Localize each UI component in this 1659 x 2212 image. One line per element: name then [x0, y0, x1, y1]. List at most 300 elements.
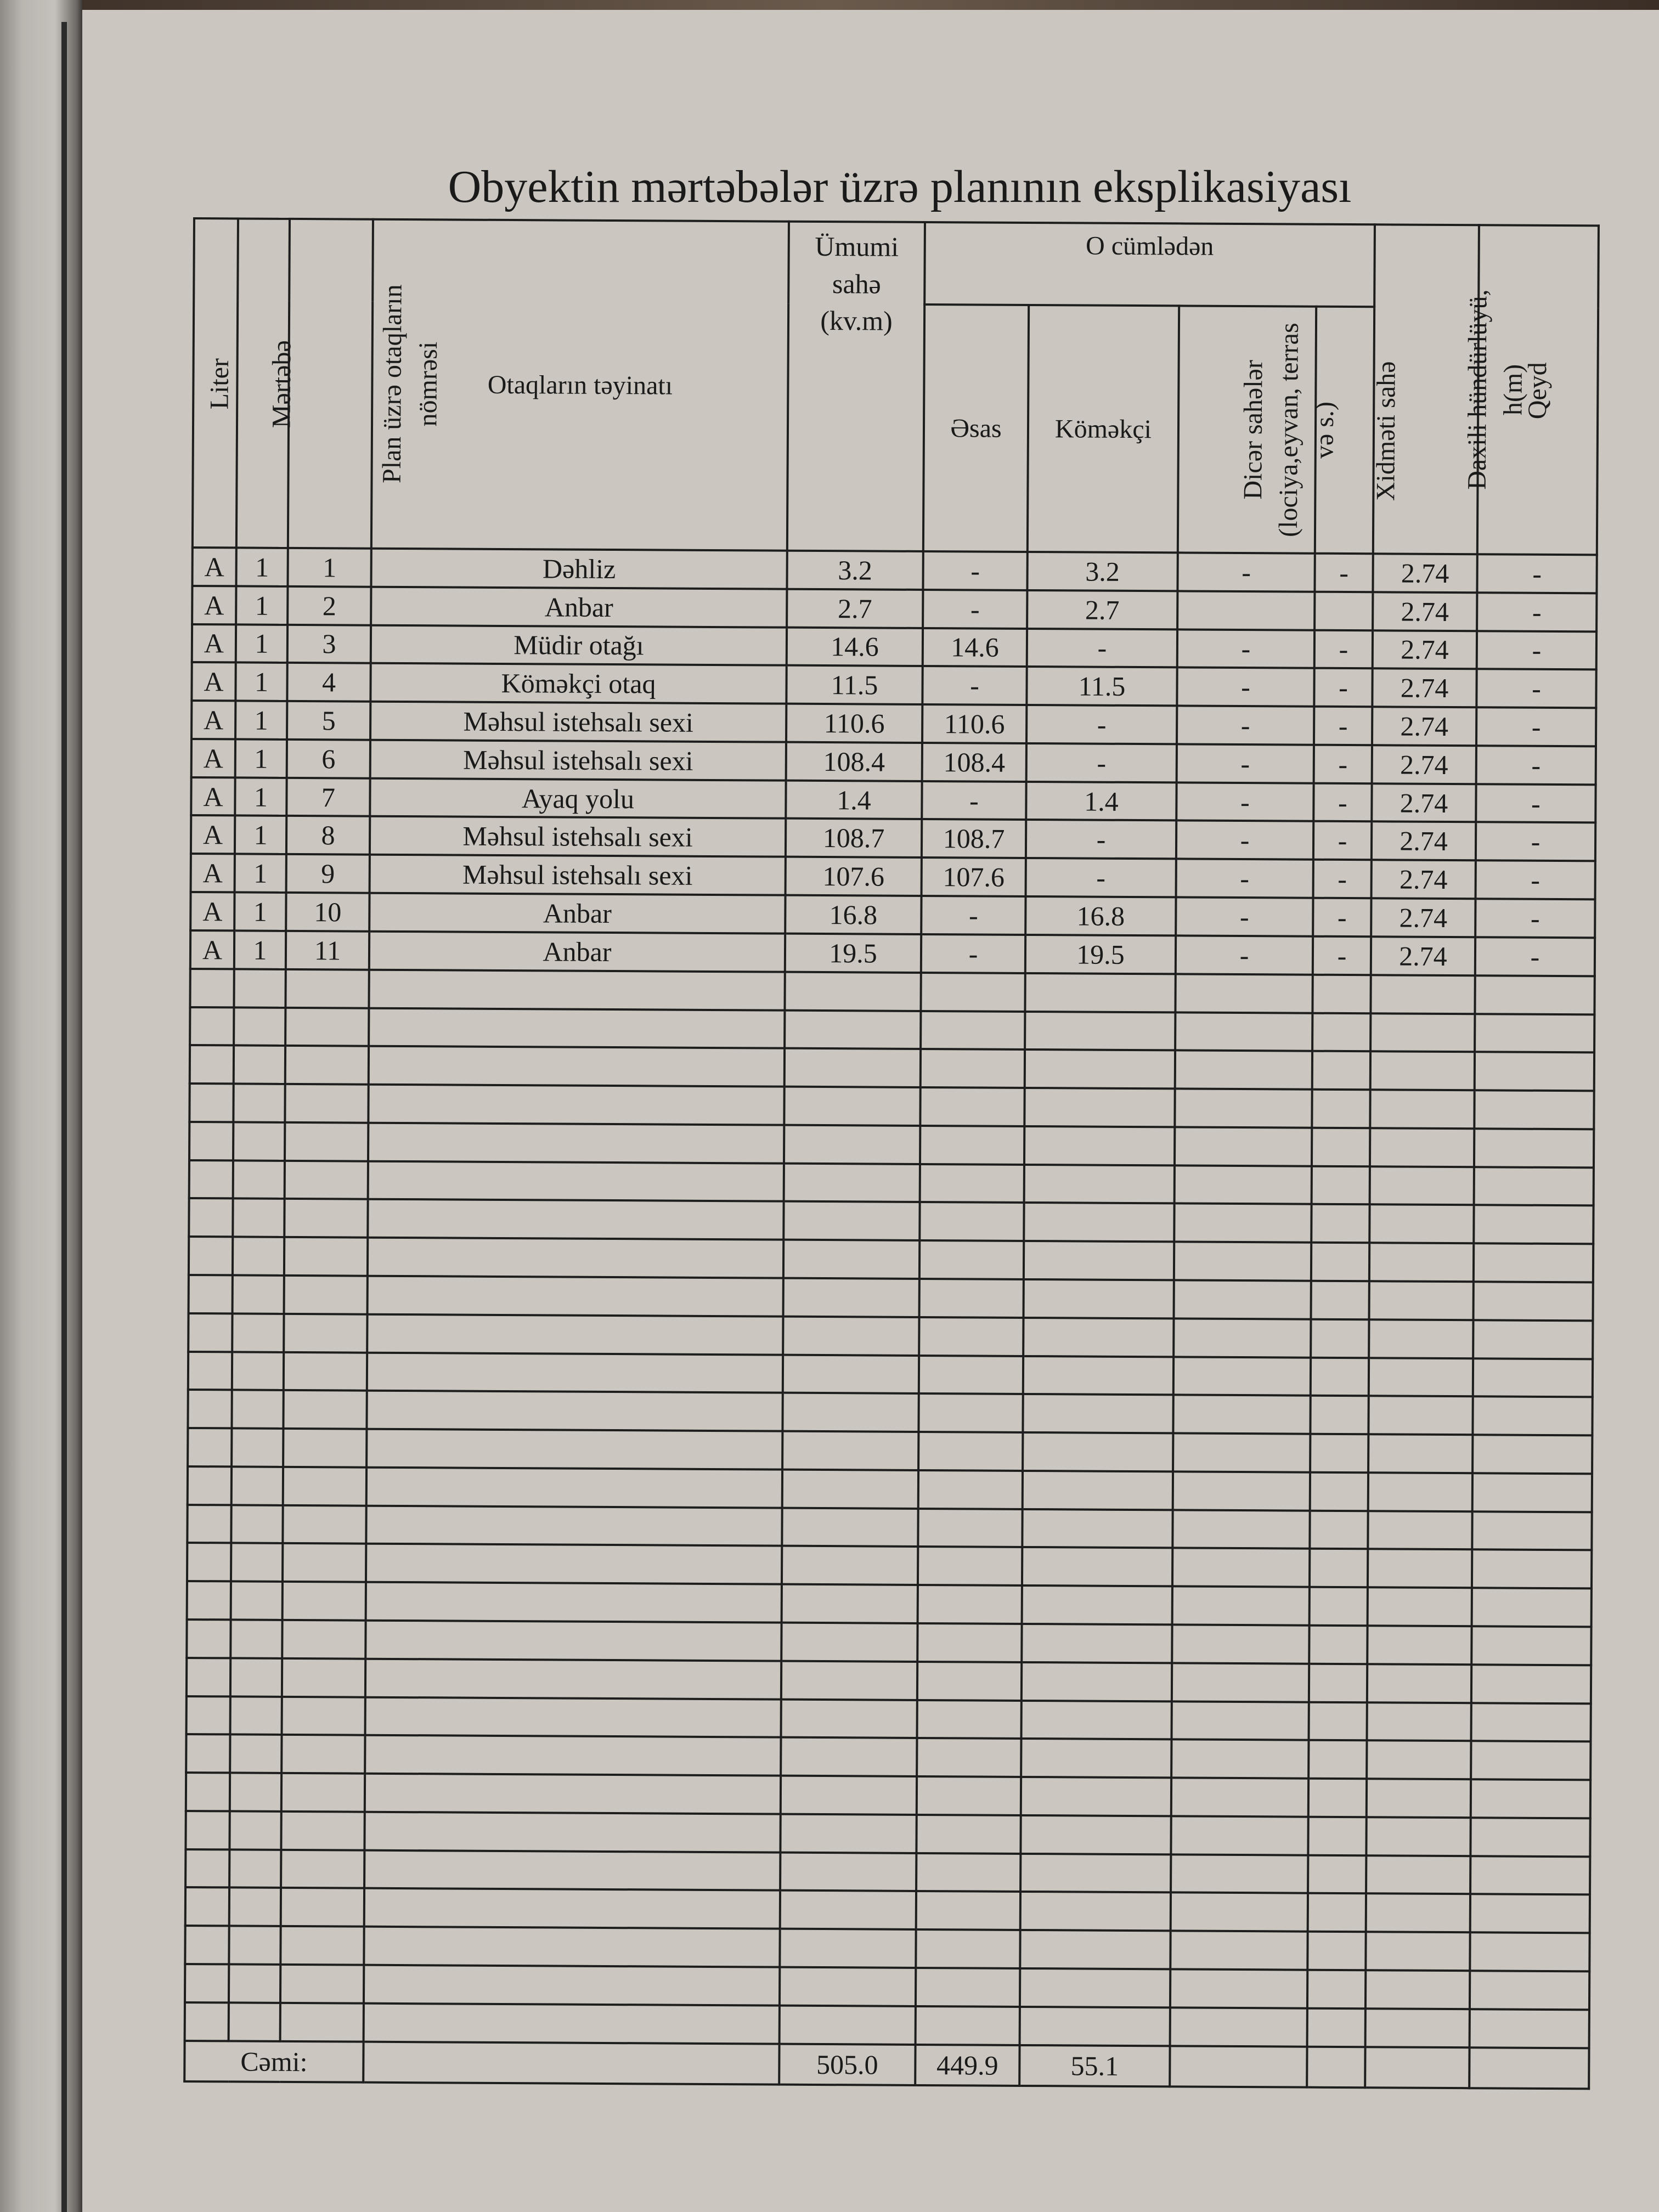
- empty-cell: [1365, 2008, 1470, 2047]
- cell-liter: A: [191, 854, 235, 892]
- col-header-main: Əsas: [923, 304, 1029, 552]
- cell-service: -: [1313, 898, 1371, 936]
- cell-note: -: [1476, 746, 1596, 785]
- cell-floor: 1: [234, 930, 286, 969]
- cell-other: -: [1176, 897, 1313, 936]
- cell-main: -: [921, 934, 1025, 973]
- empty-cell: [189, 1160, 233, 1199]
- empty-cell: [233, 1084, 285, 1122]
- empty-cell: [1472, 1588, 1592, 1627]
- empty-cell: [1024, 1165, 1175, 1204]
- cell-floor: 1: [236, 586, 287, 624]
- cell-room-number: 1: [287, 548, 371, 587]
- cell-total-area: 16.8: [785, 895, 921, 934]
- empty-cell: [1175, 974, 1312, 1013]
- empty-cell: [1367, 1779, 1471, 1818]
- empty-cell: [285, 969, 369, 1008]
- empty-cell: [785, 1010, 921, 1049]
- empty-cell: [232, 1352, 284, 1390]
- cell-other: -: [1176, 859, 1313, 898]
- cell-total-area: 108.4: [786, 742, 922, 781]
- empty-cell: [782, 1470, 918, 1509]
- empty-cell: [1471, 1779, 1590, 1818]
- totals-label: Cəmi:: [184, 2041, 363, 2083]
- empty-cell: [1171, 1816, 1308, 1855]
- col-header-including: O cümlədən: [924, 222, 1375, 307]
- empty-cell: [1024, 1126, 1175, 1165]
- empty-cell: [1471, 1741, 1590, 1780]
- empty-cell: [1473, 1320, 1593, 1359]
- empty-cell: [1024, 1279, 1174, 1318]
- cell-room-purpose: Ayaq yolu: [370, 778, 786, 819]
- empty-cell: [285, 1122, 368, 1161]
- empty-cell: [781, 1737, 917, 1776]
- empty-cell: [917, 1662, 1022, 1701]
- empty-cell: [285, 1161, 368, 1200]
- cell-room-purpose: Anbar: [371, 586, 787, 627]
- empty-cell: [1472, 1397, 1592, 1436]
- cell-service: -: [1314, 630, 1373, 668]
- empty-cell: [1172, 1663, 1309, 1702]
- empty-cell: [285, 1046, 369, 1085]
- totals-empty: [363, 2042, 779, 2085]
- empty-cell: [1173, 1357, 1311, 1396]
- cell-auxiliary: 11.5: [1026, 667, 1177, 706]
- empty-cell: [1470, 1856, 1590, 1895]
- empty-cell: [231, 1543, 283, 1582]
- empty-cell: [1022, 1624, 1172, 1663]
- empty-row: [190, 969, 1594, 1014]
- empty-cell: [919, 1279, 1024, 1318]
- empty-cell: [1307, 1970, 1365, 2008]
- empty-cell: [190, 969, 234, 1007]
- empty-cell: [281, 1888, 364, 1927]
- cell-other: [1177, 591, 1314, 630]
- empty-row: [190, 1045, 1594, 1091]
- empty-cell: [916, 1968, 1020, 2007]
- margin-line: [61, 22, 67, 2212]
- empty-cell: [229, 1811, 281, 1849]
- empty-cell: [366, 1505, 782, 1546]
- empty-cell: [1023, 1471, 1173, 1510]
- empty-cell: [364, 1927, 780, 1967]
- empty-cell: [366, 1391, 782, 1431]
- empty-cell: [1173, 1471, 1310, 1510]
- cell-note: -: [1476, 784, 1595, 823]
- empty-cell: [364, 1812, 780, 1853]
- table-row: [190, 892, 1595, 938]
- empty-cell: [233, 1160, 285, 1199]
- empty-cell: [1475, 975, 1594, 1014]
- empty-cell: [1309, 1626, 1367, 1664]
- empty-cell: [919, 1317, 1023, 1356]
- empty-cell: [185, 1926, 229, 1964]
- empty-cell: [368, 1123, 784, 1164]
- table-row: [191, 701, 1596, 746]
- empty-cell: [781, 1623, 917, 1662]
- cell-auxiliary: -: [1026, 820, 1176, 859]
- empty-cell: [1311, 1204, 1369, 1243]
- cell-auxiliary: -: [1026, 743, 1177, 782]
- empty-cell: [1309, 1663, 1367, 1702]
- totals-note: [1469, 2047, 1589, 2089]
- empty-cell: [920, 1164, 1024, 1203]
- empty-cell: [782, 1584, 918, 1623]
- cell-floor: 1: [236, 548, 287, 586]
- col-header-auxiliary: Köməkçi: [1028, 305, 1179, 552]
- empty-cell: [1175, 1012, 1312, 1051]
- cell-auxiliary: -: [1027, 629, 1177, 668]
- empty-cell: [781, 1699, 917, 1738]
- empty-cell: [1312, 1090, 1370, 1128]
- empty-cell: [1173, 1318, 1311, 1357]
- empty-cell: [782, 1393, 918, 1432]
- cell-liter: A: [190, 930, 234, 969]
- empty-cell: [369, 969, 785, 1010]
- cell-other: -: [1176, 782, 1313, 821]
- empty-cell: [1367, 1702, 1471, 1741]
- empty-cell: [1172, 1510, 1310, 1549]
- cell-total-area: 110.6: [786, 704, 922, 743]
- empty-cell: [233, 1237, 284, 1276]
- table-row: [191, 815, 1595, 861]
- empty-cell: [1473, 1358, 1593, 1397]
- empty-cell: [1175, 1165, 1312, 1204]
- empty-cell: [365, 1621, 781, 1661]
- empty-cell: [1174, 1204, 1311, 1243]
- empty-row: [187, 1543, 1592, 1588]
- cell-total-area: 2.7: [787, 589, 923, 628]
- empty-cell: [1023, 1356, 1173, 1395]
- empty-cell: [281, 1850, 364, 1889]
- cell-height: 2.74: [1373, 554, 1477, 592]
- empty-cell: [921, 973, 1025, 1012]
- cell-note: -: [1476, 669, 1596, 708]
- cell-other: -: [1176, 935, 1313, 974]
- empty-row: [189, 1122, 1594, 1167]
- empty-cell: [1172, 1624, 1309, 1663]
- empty-cell: [1368, 1549, 1472, 1588]
- empty-cell: [916, 1891, 1020, 1930]
- cell-other: -: [1177, 668, 1314, 707]
- cell-liter: A: [191, 739, 235, 777]
- cell-liter: A: [192, 586, 236, 624]
- empty-cell: [1024, 1203, 1174, 1242]
- empty-cell: [233, 1275, 284, 1313]
- empty-cell: [364, 1850, 780, 1891]
- totals-row: [184, 2041, 1589, 2089]
- empty-cell: [229, 1926, 280, 1965]
- empty-cell: [284, 1276, 368, 1314]
- cell-main: -: [922, 781, 1026, 820]
- empty-cell: [1311, 1243, 1369, 1281]
- explication-table: [183, 217, 1600, 2090]
- empty-cell: [233, 1199, 284, 1237]
- empty-cell: [231, 1582, 283, 1620]
- empty-cell: [187, 1505, 231, 1543]
- totals-main: 449.9: [915, 2045, 1019, 2086]
- empty-cell: [1472, 1435, 1592, 1474]
- empty-cell: [1308, 1779, 1367, 1817]
- empty-cell: [1308, 1855, 1366, 1893]
- empty-cell: [187, 1543, 231, 1581]
- empty-row: [185, 1887, 1590, 1933]
- empty-cell: [1366, 1855, 1470, 1894]
- empty-cell: [916, 2006, 1020, 2045]
- empty-cell: [916, 1929, 1020, 1968]
- cell-floor: 1: [235, 701, 287, 740]
- cell-auxiliary: 3.2: [1027, 552, 1177, 591]
- cell-room-number: 10: [286, 893, 369, 932]
- empty-cell: [784, 1125, 920, 1164]
- empty-cell: [783, 1278, 919, 1317]
- cell-other: -: [1176, 821, 1313, 860]
- empty-cell: [1025, 973, 1175, 1012]
- empty-cell: [780, 2005, 916, 2044]
- cell-service: -: [1314, 707, 1372, 745]
- empty-cell: [285, 1007, 369, 1046]
- empty-row: [186, 1734, 1590, 1780]
- empty-cell: [917, 1700, 1022, 1739]
- empty-cell: [282, 1696, 365, 1735]
- empty-cell: [364, 2004, 780, 2044]
- cell-total-area: 14.6: [787, 627, 923, 666]
- totals-other: [1170, 2046, 1307, 2087]
- empty-cell: [1370, 975, 1475, 1014]
- empty-row: [188, 1428, 1592, 1474]
- empty-row: [185, 2002, 1589, 2049]
- empty-cell: [1307, 2008, 1365, 2047]
- empty-cell: [1307, 1932, 1365, 1970]
- empty-cell: [283, 1429, 366, 1468]
- empty-cell: [1471, 1664, 1591, 1703]
- empty-cell: [189, 1122, 233, 1160]
- cell-auxiliary: 1.4: [1026, 782, 1176, 821]
- empty-cell: [1308, 1702, 1367, 1740]
- empty-cell: [1022, 1509, 1172, 1548]
- empty-cell: [1171, 1701, 1308, 1740]
- empty-row: [189, 1275, 1593, 1321]
- cell-note: -: [1476, 861, 1595, 900]
- empty-cell: [784, 1087, 920, 1126]
- empty-cell: [229, 1964, 280, 2002]
- empty-cell: [189, 1275, 233, 1313]
- empty-cell: [232, 1466, 283, 1505]
- empty-cell: [1470, 1894, 1590, 1933]
- empty-cell: [1475, 1052, 1594, 1091]
- cell-room-purpose: Dəhliz: [371, 549, 787, 589]
- empty-cell: [1310, 1396, 1368, 1434]
- cell-total-area: 108.7: [786, 819, 922, 857]
- empty-cell: [367, 1352, 783, 1393]
- empty-cell: [230, 1658, 282, 1696]
- cell-height: 2.74: [1373, 630, 1477, 669]
- cell-other: -: [1177, 629, 1314, 668]
- empty-cell: [1171, 1740, 1308, 1779]
- cell-room-number: 8: [286, 816, 370, 855]
- cell-room-purpose: Məhsul istehsalı sexi: [370, 816, 786, 857]
- empty-cell: [188, 1428, 232, 1466]
- cell-note: -: [1477, 631, 1596, 670]
- empty-cell: [918, 1393, 1023, 1432]
- cell-height: 2.74: [1372, 669, 1476, 708]
- cell-floor: 1: [235, 854, 286, 893]
- empty-cell: [369, 1046, 785, 1087]
- cell-floor: 1: [235, 816, 286, 854]
- empty-cell: [234, 1046, 285, 1084]
- empty-cell: [1366, 1894, 1470, 1933]
- empty-cell: [1021, 1739, 1171, 1778]
- empty-cell: [1472, 1550, 1592, 1589]
- cell-main: -: [923, 590, 1027, 629]
- empty-cell: [780, 1891, 916, 1929]
- empty-cell: [1311, 1319, 1369, 1357]
- empty-cell: [1472, 1473, 1592, 1512]
- empty-cell: [280, 1926, 364, 1965]
- cell-liter: A: [191, 777, 235, 816]
- empty-cell: [1023, 1432, 1173, 1471]
- empty-cell: [366, 1429, 782, 1470]
- cell-service: -: [1313, 936, 1371, 975]
- cell-height: 2.74: [1372, 822, 1476, 861]
- empty-cell: [1474, 1128, 1594, 1167]
- table-row: [191, 854, 1595, 899]
- empty-cell: [1020, 1815, 1171, 1854]
- cell-service: -: [1313, 860, 1372, 898]
- empty-cell: [1020, 1854, 1171, 1893]
- empty-row: [188, 1466, 1592, 1512]
- cell-height: 2.74: [1371, 898, 1475, 937]
- cell-room-purpose: Anbar: [369, 932, 785, 972]
- empty-cell: [185, 1964, 229, 2002]
- empty-cell: [185, 1887, 229, 1926]
- empty-cell: [189, 1084, 233, 1122]
- empty-cell: [188, 1313, 232, 1352]
- empty-cell: [1021, 1701, 1171, 1740]
- empty-cell: [1472, 1511, 1592, 1550]
- col-header-total-area: Ümumi sahə (kv.m): [787, 222, 925, 551]
- cell-service: -: [1313, 783, 1372, 821]
- cell-note: -: [1477, 592, 1596, 631]
- table-row: [191, 662, 1596, 708]
- empty-row: [188, 1313, 1593, 1359]
- empty-cell: [365, 1774, 781, 1814]
- empty-cell: [783, 1240, 919, 1279]
- empty-cell: [232, 1313, 284, 1352]
- empty-cell: [917, 1738, 1021, 1777]
- empty-cell: [1370, 1013, 1475, 1052]
- empty-cell: [190, 1045, 234, 1084]
- empty-cell: [285, 1084, 368, 1123]
- empty-cell: [189, 1237, 233, 1275]
- empty-cell: [365, 1697, 781, 1737]
- empty-cell: [1175, 1051, 1312, 1090]
- empty-cell: [369, 1008, 785, 1048]
- table-row: [191, 777, 1595, 823]
- cell-room-number: 5: [287, 701, 370, 740]
- empty-row: [187, 1581, 1592, 1627]
- empty-cell: [1475, 1014, 1594, 1053]
- empty-cell: [282, 1620, 365, 1659]
- empty-cell: [1471, 1703, 1590, 1742]
- table-row: [192, 624, 1596, 670]
- cell-service: -: [1314, 554, 1373, 592]
- col-header-other-areas: Dicər sahələr (lociya,eyvan, terras və s.): [1178, 306, 1316, 553]
- empty-cell: [1023, 1394, 1173, 1433]
- cell-room-purpose: Məhsul istehsalı sexi: [370, 855, 786, 895]
- empty-cell: [368, 1085, 784, 1125]
- cell-liter: A: [192, 548, 236, 586]
- cell-height: 2.74: [1372, 745, 1476, 784]
- empty-cell: [280, 1965, 364, 2004]
- empty-cell: [229, 1849, 281, 1888]
- totals-auxiliary: 55.1: [1019, 2045, 1170, 2086]
- cell-auxiliary: -: [1026, 858, 1176, 897]
- empty-cell: [1020, 2007, 1170, 2046]
- empty-cell: [780, 1852, 916, 1891]
- empty-row: [189, 1237, 1593, 1282]
- empty-cell: [280, 2003, 364, 2042]
- empty-cell: [1470, 1971, 1589, 2010]
- cell-note: -: [1477, 554, 1596, 593]
- cell-floor: 1: [235, 739, 287, 777]
- empty-cell: [919, 1202, 1024, 1241]
- empty-cell: [1311, 1357, 1369, 1396]
- empty-row: [189, 1198, 1593, 1244]
- empty-cell: [1310, 1472, 1368, 1511]
- empty-cell: [1171, 1778, 1308, 1817]
- empty-cell: [783, 1201, 919, 1240]
- empty-cell: [230, 1773, 281, 1812]
- empty-cell: [1174, 1242, 1311, 1281]
- empty-cell: [1368, 1472, 1472, 1511]
- cell-auxiliary: 2.7: [1027, 590, 1177, 629]
- empty-cell: [920, 1087, 1024, 1126]
- empty-cell: [785, 972, 921, 1011]
- empty-cell: [919, 1356, 1023, 1395]
- empty-cell: [1474, 1243, 1593, 1282]
- empty-cell: [187, 1696, 230, 1735]
- empty-cell: [1174, 1280, 1311, 1319]
- empty-cell: [1020, 1892, 1171, 1931]
- empty-cell: [782, 1508, 918, 1547]
- empty-cell: [185, 2002, 229, 2041]
- empty-cell: [1366, 1817, 1470, 1856]
- empty-cell: [1370, 1052, 1475, 1091]
- cell-room-number: 2: [287, 586, 371, 625]
- empty-cell: [1470, 2009, 1589, 2048]
- empty-cell: [1310, 1434, 1368, 1472]
- empty-cell: [1172, 1548, 1310, 1587]
- empty-cell: [229, 2002, 280, 2041]
- empty-cell: [284, 1237, 368, 1276]
- empty-cell: [281, 1812, 364, 1850]
- cell-room-purpose: Müdir otağı: [371, 625, 787, 665]
- cell-room-number: 7: [286, 778, 370, 817]
- empty-cell: [1368, 1511, 1472, 1550]
- empty-cell: [1171, 1893, 1308, 1932]
- empty-cell: [783, 1355, 919, 1393]
- empty-cell: [1474, 1205, 1593, 1244]
- empty-cell: [921, 1011, 1025, 1049]
- empty-cell: [1369, 1319, 1473, 1358]
- empty-row: [185, 1926, 1589, 1971]
- empty-cell: [1368, 1434, 1472, 1473]
- empty-cell: [365, 1658, 781, 1699]
- empty-cell: [281, 1773, 365, 1812]
- empty-cell: [1312, 974, 1370, 1013]
- empty-cell: [1370, 1128, 1474, 1167]
